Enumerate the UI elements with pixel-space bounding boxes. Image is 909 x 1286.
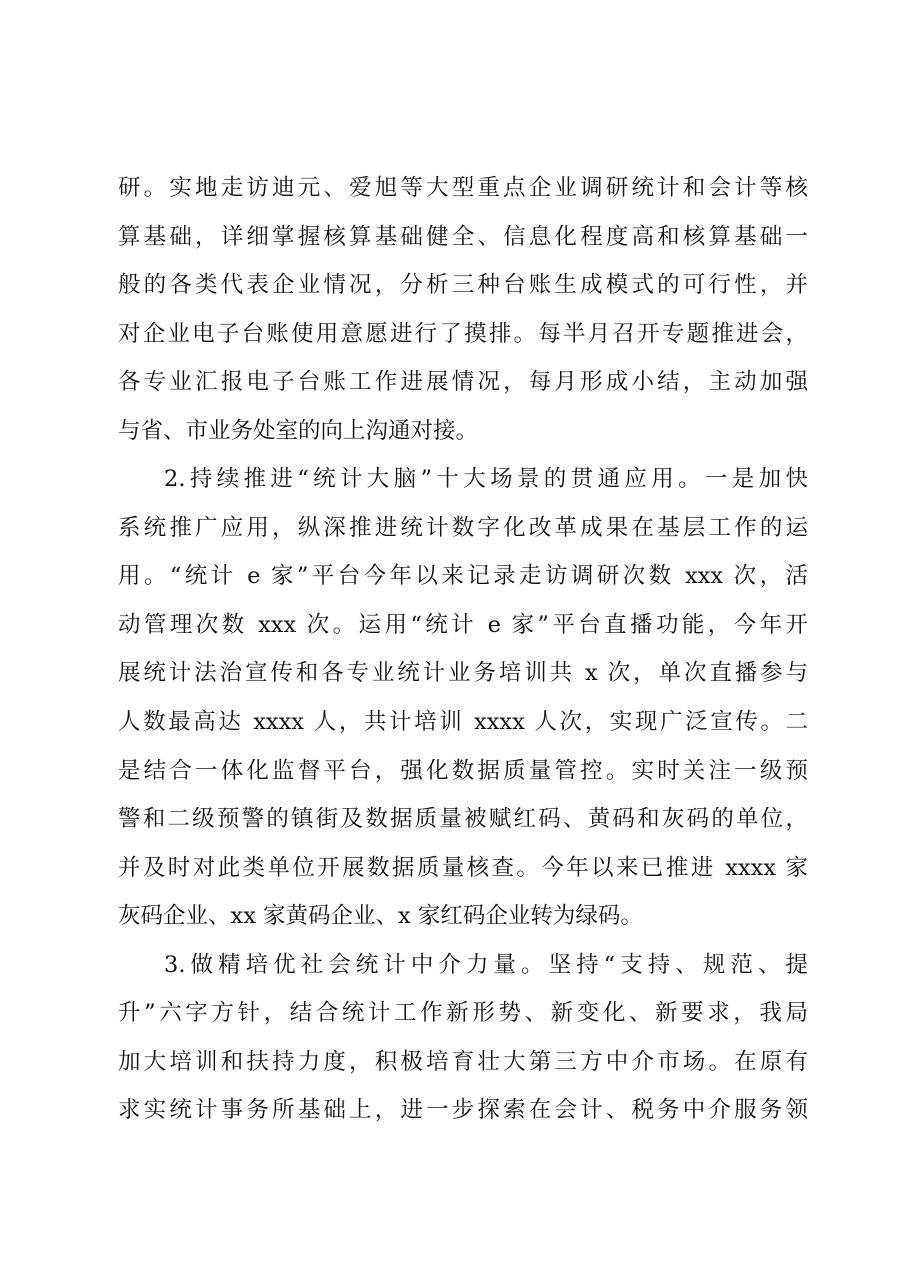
text-line: 系统推广应用，纵深推进统计数字化改革成果在基层工作的运 [118, 514, 808, 541]
text-line: 各专业汇报电子台账工作进展情况，每月形成小结，主动加强 [118, 369, 808, 396]
text-line: 并及时对此类单位开展数据质量核查。今年以来已推进 xxxx 家 [118, 854, 808, 881]
text-line: 2.持续推进“统计大脑”十大场景的贯通应用。一是加快 [164, 466, 808, 493]
text-line: 求实统计事务所基础上，进一步探索在会计、税务中介服务领 [118, 1097, 808, 1124]
text-line: 与省、市业务处室的向上沟通对接。 [118, 417, 479, 444]
text-line: 人数最高达 xxxx 人，共计培训 xxxx 人次，实现广泛宣传。二 [118, 709, 808, 736]
body-text [118, 164, 808, 1135]
text-line: 般的各类代表企业情况，分析三种台账生成模式的可行性，并 [118, 272, 808, 299]
text-line: 灰码企业、xx 家黄码企业、x 家红码企业转为绿码。 [118, 903, 643, 930]
text-line: 对企业电子台账使用意愿进行了摸排。每半月召开专题推进会， [118, 320, 808, 347]
text-line: 是结合一体化监督平台，强化数据质量管控。实时关注一级预 [118, 757, 808, 784]
text-line: 算基础，详细掌握核算基础健全、信息化程度高和核算基础一 [118, 223, 808, 250]
text-line: 3.做精培优社会统计中介力量。坚持“支持、规范、提 [164, 951, 808, 978]
text-line: 警和二级预警的镇街及数据质量被赋红码、黄码和灰码的单位， [118, 806, 808, 833]
text-line: 研。实地走访迪元、爱旭等大型重点企业调研统计和会计等核 [118, 175, 808, 201]
text-line: 动管理次数 xxx 次。运用“统计 e 家”平台直播功能，今年开 [118, 611, 808, 638]
text-line: 展统计法治宣传和各专业统计业务培训共 x 次，单次直播参与 [118, 660, 808, 687]
text-line: 加大培训和扶持力度，积极培育壮大第三方中介市场。在原有 [118, 1048, 808, 1075]
text-line: 升”六字方针，结合统计工作新形势、新变化、新要求，我局 [118, 1000, 808, 1027]
text-line: 用。“统计 e 家”平台今年以来记录走访调研次数 xxx 次，活 [118, 563, 808, 590]
